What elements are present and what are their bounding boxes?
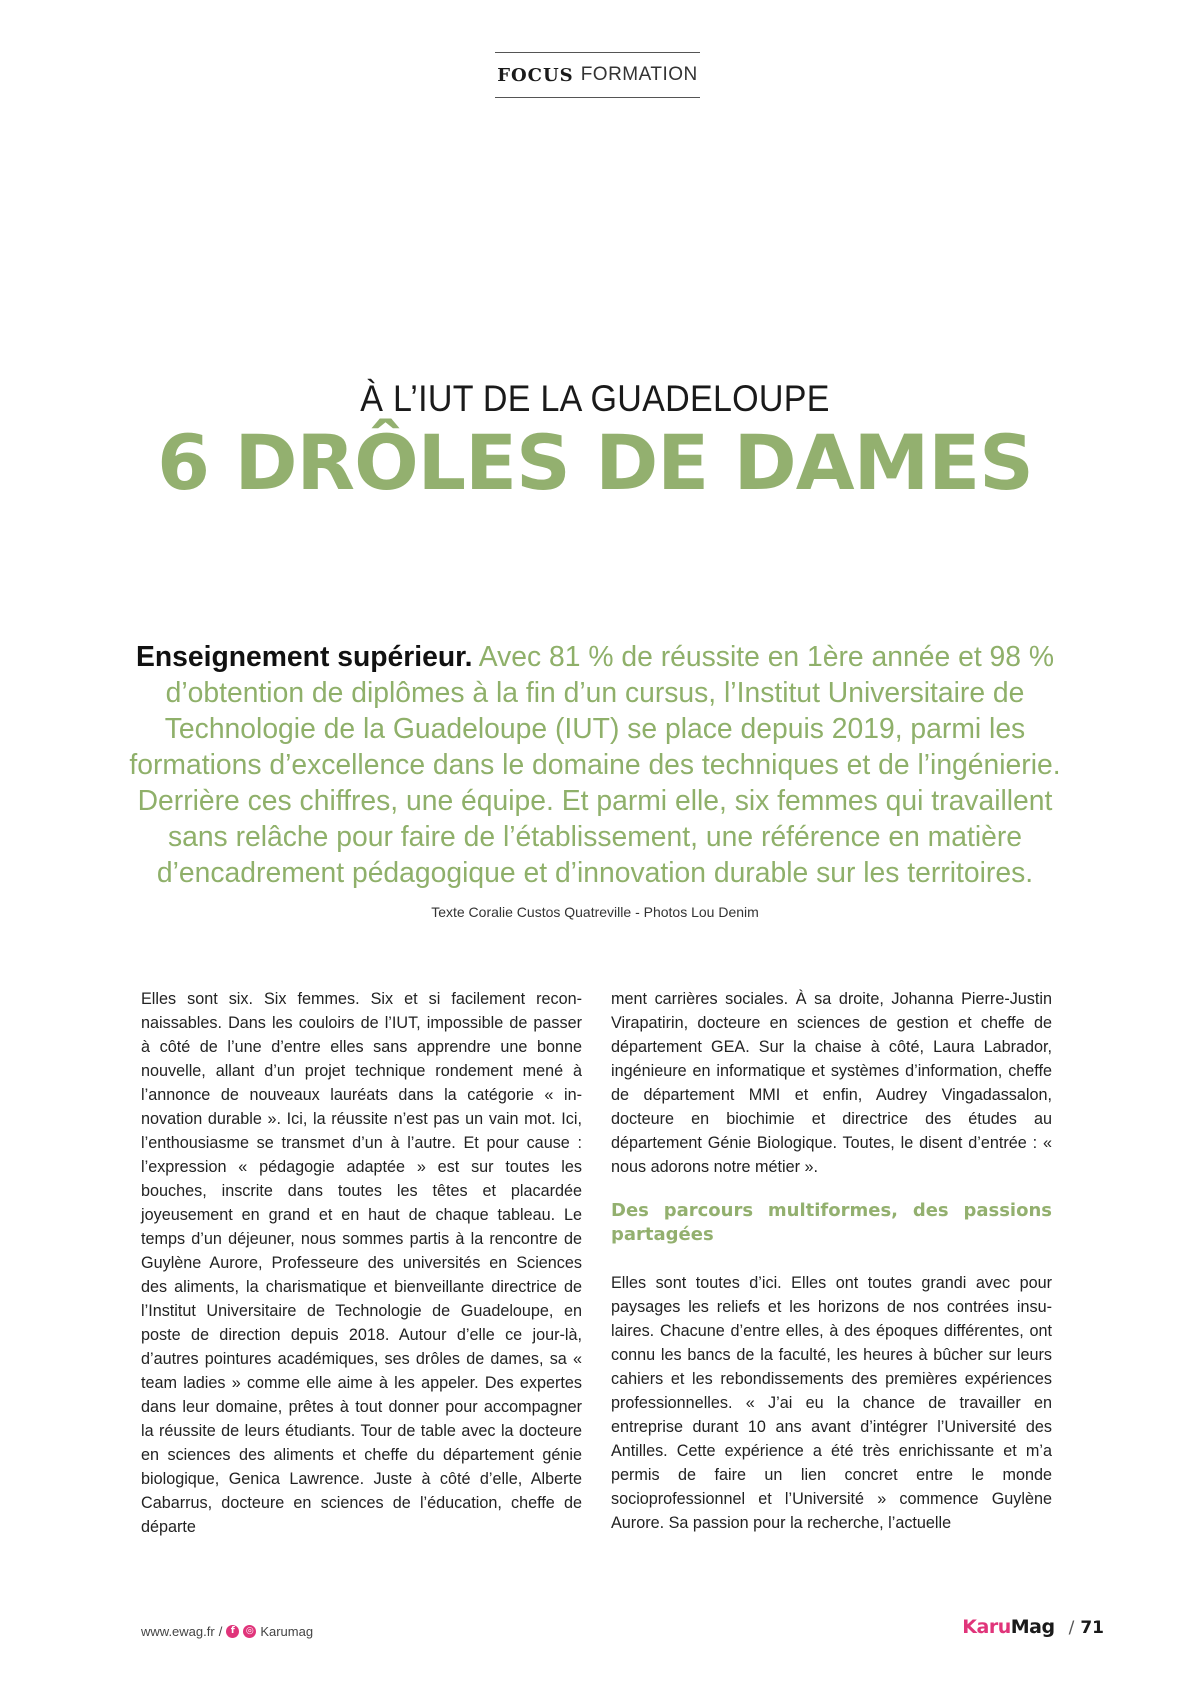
instagram-icon[interactable]: ◎: [243, 1625, 256, 1638]
lead-strong: Enseignement supérieur.: [135, 640, 473, 672]
facebook-icon[interactable]: f: [226, 1625, 239, 1638]
footer-separator: /: [218, 1624, 223, 1639]
page-number: / 71: [1068, 1618, 1104, 1638]
article-credits: Texte Coralie Custos Quatreville - Photos Lou Denim: [431, 904, 759, 920]
magazine-logo: KaruMag: [962, 1616, 1055, 1638]
rubric-focus: FOCUS: [497, 64, 574, 86]
body-paragraph: Elles sont toutes d’ici. Elles ont toutes grandi avec pour paysages les reliefs et les horizons de nos contrées insulaires. Chacune d’entre elles, à des époques différentes, ont connu les bancs de la faculté, les heures à bûcher sur leurs cahiers et les rebondissements des premières expériences professionnelles. « J’ai eu la chance de travailler en entreprise durant 10 ans avant d’intégrer l’Université des Antilles. Cette expérience a été très enrichissante et m’a permis de faire un lien concret entre le monde socioprofessionnel et l’Université » commence Guylène Aurore. Sa passion pour la recherche, l’actuelle: [611, 1274, 1052, 1532]
body-column-left: [141, 987, 582, 1539]
footer-links: [141, 1624, 313, 1639]
body-column-right: [611, 987, 1052, 1535]
article-kicker: À L’IUT DE LA GUADELOUPE: [360, 378, 830, 419]
article-headline: 6 DRÔLES DE DAMES: [157, 418, 1033, 507]
lead-text: Avec 81 % de réussite en 1ère année et 98 % d’obtention de diplômes à la fin d’un cursus, l’Institut Universitaire de Technologie de la Guadeloupe (IUT) se place depuis 2019, parmi les formations d’excellence dans le domaine des techniques et de l’ingénierie. Derrière ces chiffres, une équipe. Et parmi elle, six femmes qui travaillent sans relâche pour faire de l’établissement, une référence en matière d’encadrement pédagogique et d’innovation durable sur les territoires.: [129, 640, 1061, 888]
section-rubric: [495, 52, 700, 98]
body-paragraph: ment carrières sociales. À sa droite, Johanna Pierre-Justin Virapatirin, docteure en sciences de gestion et cheffe de département GEA. Sur la chaise à côté, Laura Labrador, ingénieure en informatique et systèmes d’information, cheffe de département MMI et enfin, Audrey Vingadassalon, docteure en biochimie et directrice des études au département Génie Biologique. Toutes, le disent d’entrée : « nous adorons notre métier ».: [611, 990, 1052, 1176]
body-paragraph: Elles sont six. Six femmes. Six et si facilement reconnaissables. Dans les couloirs de l’IUT, impossible de passer à côté de l’une d’entre elles sans apprendre une bonne nouvelle, allant d’un projet technique rondement mené à l’annonce de nouveaux lauréats dans la catégorie « innovation durable ». Ici, la réussite n’est pas un vain mot. Ici, l’enthousiasme se transmet d’un à l’autre. Et pour cause : l’expression « pédagogie adaptée » est sur toutes les bouches, inscrite dans toutes les têtes et placardée joyeusement en grand et en haut de chaque tableau. Le temps d’un déjeuner, nous sommes partis à la rencontre de Guylène Aurore, Professeure des universités en Sciences des aliments, la charismatique et bienveillante directrice de l’Institut Universitaire de Technologie de Guadeloupe, en poste de direction depuis 2018. Autour d’elle ce jour-là, d’autres pointures académiques, ses drôles de dames, sa « team ladies » comme elle aime à les appeler. Des expertes dans leur domaine, prêtes à tout donner pour accompagner la réussite de leurs étudiants. Tour de table avec la docteure en sciences des aliments et cheffe du département génie biologique, Genica Lawrence. Juste à côté d’elle, Alberte Cabarrus, docteure en sciences de l’éducation, cheffe de départe: [141, 990, 582, 1536]
section-subheading: Des parcours multiformes, des passions partagées: [611, 1200, 1052, 1245]
website-link[interactable]: www.ewag.fr: [141, 1624, 215, 1639]
article-lead: [120, 638, 1070, 890]
footer-brand: [962, 1616, 1104, 1638]
social-handle: Karumag: [260, 1624, 314, 1639]
rubric-section: FORMATION: [580, 64, 698, 85]
